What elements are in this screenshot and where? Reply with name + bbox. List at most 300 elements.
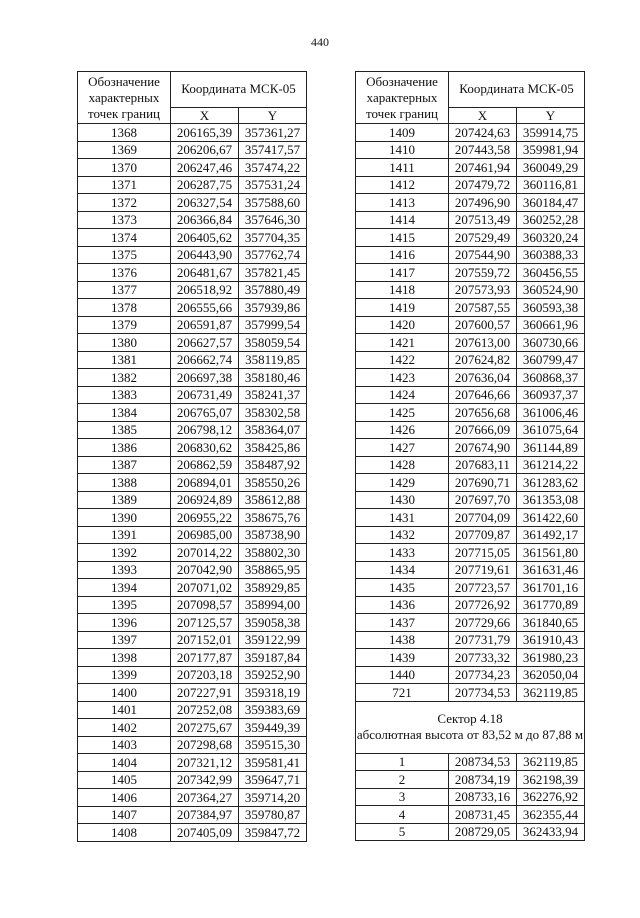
x-cell: 207729,66 (449, 614, 517, 632)
y-cell: 358865,95 (239, 561, 307, 579)
x-cell: 207646,66 (449, 386, 517, 404)
table-row (356, 474, 585, 492)
y-cell: 359252,90 (239, 666, 307, 684)
x-cell: 206327,54 (171, 194, 239, 212)
x-cell: 207573,93 (449, 281, 517, 299)
y-cell: 357361,27 (239, 124, 307, 142)
point-id-cell: 1434 (356, 561, 449, 579)
point-id-cell: 721 (356, 684, 449, 702)
sector-header-row (356, 701, 585, 753)
x-cell: 207496,90 (449, 194, 517, 212)
table-row (356, 753, 585, 771)
table-row (78, 404, 307, 422)
y-cell: 358738,90 (239, 526, 307, 544)
point-id-cell: 1393 (78, 561, 171, 579)
table-row (78, 211, 307, 229)
table-row (78, 509, 307, 527)
x-cell: 207734,53 (449, 684, 517, 702)
y-cell: 358364,07 (239, 421, 307, 439)
table-row (78, 421, 307, 439)
point-id-cell: 1439 (356, 649, 449, 667)
x-cell: 207719,61 (449, 561, 517, 579)
x-cell: 206955,22 (171, 509, 239, 527)
y-cell: 358994,00 (239, 596, 307, 614)
y-cell: 359714,20 (239, 789, 307, 807)
y-cell: 360252,28 (517, 211, 585, 229)
point-id-cell: 1424 (356, 386, 449, 404)
x-cell: 208729,05 (449, 823, 517, 841)
table-row (356, 176, 585, 194)
point-id-cell: 3 (356, 788, 449, 806)
table-row (78, 631, 307, 649)
y-cell: 357588,60 (239, 194, 307, 212)
point-id-cell: 1440 (356, 666, 449, 684)
table-row (356, 491, 585, 509)
y-cell: 361770,89 (517, 596, 585, 614)
x-cell: 206627,57 (171, 334, 239, 352)
table-row (78, 246, 307, 264)
y-cell: 357417,57 (239, 141, 307, 159)
point-id-cell: 1436 (356, 596, 449, 614)
point-id-cell: 1422 (356, 351, 449, 369)
y-cell: 359847,72 (239, 824, 307, 842)
x-cell: 207709,87 (449, 526, 517, 544)
y-cell: 360799,47 (517, 351, 585, 369)
point-id-cell: 1417 (356, 264, 449, 282)
point-id-cell: 1411 (356, 159, 449, 177)
sector-caption (356, 701, 585, 753)
x-cell: 207152,01 (171, 631, 239, 649)
table-row (78, 474, 307, 492)
table-row (78, 281, 307, 299)
table-row (78, 299, 307, 317)
point-id-cell: 1419 (356, 299, 449, 317)
y-cell: 359647,71 (239, 771, 307, 789)
y-cell: 359515,30 (239, 736, 307, 754)
y-cell: 361840,65 (517, 614, 585, 632)
table-row (356, 684, 585, 702)
table-row (78, 579, 307, 597)
point-id-cell: 1392 (78, 544, 171, 562)
point-id-cell: 2 (356, 771, 449, 789)
point-id-cell: 1381 (78, 351, 171, 369)
point-id-cell: 1433 (356, 544, 449, 562)
y-cell: 359581,41 (239, 754, 307, 772)
x-cell: 207125,57 (171, 614, 239, 632)
y-cell: 362119,85 (517, 684, 585, 702)
y-cell: 361075,64 (517, 421, 585, 439)
y-cell: 359914,75 (517, 124, 585, 142)
table-row (78, 456, 307, 474)
point-id-cell: 1413 (356, 194, 449, 212)
point-id-cell: 1389 (78, 491, 171, 509)
point-id-cell: 1418 (356, 281, 449, 299)
page-number: 440 (311, 35, 329, 49)
point-id-cell: 1387 (78, 456, 171, 474)
point-id-cell: 1368 (78, 124, 171, 142)
table-row (356, 788, 585, 806)
x-cell: 207098,57 (171, 596, 239, 614)
y-cell: 360388,33 (517, 246, 585, 264)
table-row (356, 823, 585, 841)
point-id-cell: 1402 (78, 719, 171, 737)
x-cell: 207704,09 (449, 509, 517, 527)
x-cell: 207697,70 (449, 491, 517, 509)
table-row (356, 386, 585, 404)
point-id-cell: 1390 (78, 509, 171, 527)
x-cell: 207405,09 (171, 824, 239, 842)
x-cell: 207690,71 (449, 474, 517, 492)
point-id-cell: 1404 (78, 754, 171, 772)
table-row (78, 684, 307, 702)
table-row (356, 299, 585, 317)
y-cell: 361561,80 (517, 544, 585, 562)
y-cell: 357531,24 (239, 176, 307, 194)
point-id-cell: 1375 (78, 246, 171, 264)
x-cell: 207298,68 (171, 736, 239, 754)
x-cell: 207177,87 (171, 649, 239, 667)
y-cell: 360593,38 (517, 299, 585, 317)
y-cell: 359383,69 (239, 701, 307, 719)
table-row (356, 316, 585, 334)
y-cell: 358425,86 (239, 439, 307, 457)
point-id-cell: 1395 (78, 596, 171, 614)
point-id-cell: 1391 (78, 526, 171, 544)
y-cell: 360937,37 (517, 386, 585, 404)
point-id-cell: 1394 (78, 579, 171, 597)
point-id-cell: 1414 (356, 211, 449, 229)
table-row (356, 649, 585, 667)
x-cell: 206443,90 (171, 246, 239, 264)
table-row (78, 351, 307, 369)
y-cell: 358802,30 (239, 544, 307, 562)
table-row (356, 806, 585, 824)
table-row (78, 334, 307, 352)
x-cell: 207424,63 (449, 124, 517, 142)
header-y: Y (517, 107, 585, 123)
x-cell: 206765,07 (171, 404, 239, 422)
header-point-label: Обозначение характерных точек границ (78, 72, 171, 124)
point-id-cell: 1386 (78, 439, 171, 457)
y-cell: 357704,35 (239, 229, 307, 247)
y-cell: 362198,39 (517, 771, 585, 789)
point-id-cell: 1372 (78, 194, 171, 212)
x-cell: 206662,74 (171, 351, 239, 369)
x-cell: 207342,99 (171, 771, 239, 789)
sector-altitude: абсолютная высота от 83,52 м до 87,88 м (356, 727, 584, 742)
x-cell: 207734,23 (449, 666, 517, 684)
y-cell: 361283,62 (517, 474, 585, 492)
y-cell: 357880,49 (239, 281, 307, 299)
table-body-left (78, 124, 307, 842)
table-row (356, 351, 585, 369)
x-cell: 207666,09 (449, 421, 517, 439)
x-cell: 207071,02 (171, 579, 239, 597)
y-cell: 357939,86 (239, 299, 307, 317)
table-row (78, 369, 307, 387)
y-cell: 360868,37 (517, 369, 585, 387)
table-row (356, 771, 585, 789)
point-id-cell: 1435 (356, 579, 449, 597)
y-cell: 358612,88 (239, 491, 307, 509)
coordinates-table-left (77, 71, 307, 842)
x-cell: 207479,72 (449, 176, 517, 194)
point-id-cell: 1401 (78, 701, 171, 719)
x-cell: 207227,91 (171, 684, 239, 702)
x-cell: 206862,59 (171, 456, 239, 474)
y-cell: 360049,29 (517, 159, 585, 177)
sector-table-body (356, 753, 585, 841)
x-cell: 207014,22 (171, 544, 239, 562)
x-cell: 206518,92 (171, 281, 239, 299)
point-id-cell: 1425 (356, 404, 449, 422)
y-cell: 357646,30 (239, 211, 307, 229)
point-id-cell: 1409 (356, 124, 449, 142)
table-row (356, 526, 585, 544)
table-row (78, 806, 307, 824)
table-row (78, 141, 307, 159)
point-id-cell: 1431 (356, 509, 449, 527)
point-id-cell: 1370 (78, 159, 171, 177)
x-cell: 208731,45 (449, 806, 517, 824)
y-cell: 361980,23 (517, 649, 585, 667)
x-cell: 207733,32 (449, 649, 517, 667)
x-cell: 207544,90 (449, 246, 517, 264)
y-cell: 359449,39 (239, 719, 307, 737)
y-cell: 359122,99 (239, 631, 307, 649)
x-cell: 206247,46 (171, 159, 239, 177)
point-id-cell: 5 (356, 823, 449, 841)
y-cell: 362433,94 (517, 823, 585, 841)
y-cell: 358550,26 (239, 474, 307, 492)
y-cell: 361701,16 (517, 579, 585, 597)
point-id-cell: 1429 (356, 474, 449, 492)
table-row (356, 614, 585, 632)
table-row (78, 159, 307, 177)
x-cell: 206206,67 (171, 141, 239, 159)
point-id-cell: 1376 (78, 264, 171, 282)
x-cell: 207683,11 (449, 456, 517, 474)
y-cell: 360661,96 (517, 316, 585, 334)
x-cell: 207321,12 (171, 754, 239, 772)
y-cell: 359981,94 (517, 141, 585, 159)
header-x: X (171, 107, 239, 123)
table-row (78, 666, 307, 684)
x-cell: 207203,18 (171, 666, 239, 684)
table-row (78, 824, 307, 842)
point-id-cell: 1400 (78, 684, 171, 702)
y-cell: 358675,76 (239, 509, 307, 527)
table-row (356, 211, 585, 229)
y-cell: 361214,22 (517, 456, 585, 474)
point-id-cell: 1374 (78, 229, 171, 247)
x-cell: 207529,49 (449, 229, 517, 247)
header-x: X (449, 107, 517, 123)
table-row (356, 264, 585, 282)
table-row (356, 404, 585, 422)
point-id-cell: 1371 (78, 176, 171, 194)
table-row (78, 491, 307, 509)
point-id-cell: 1407 (78, 806, 171, 824)
table-row (78, 439, 307, 457)
point-id-cell: 1403 (78, 736, 171, 754)
y-cell: 359318,19 (239, 684, 307, 702)
x-cell: 206798,12 (171, 421, 239, 439)
x-cell: 207461,94 (449, 159, 517, 177)
table-row (356, 631, 585, 649)
point-id-cell: 1388 (78, 474, 171, 492)
y-cell: 360524,90 (517, 281, 585, 299)
table-row (78, 754, 307, 772)
point-id-cell: 1405 (78, 771, 171, 789)
y-cell: 358241,37 (239, 386, 307, 404)
header-point-label: Обозначение характерных точек границ (356, 72, 449, 124)
table-row (78, 719, 307, 737)
x-cell: 206894,01 (171, 474, 239, 492)
table-row (78, 264, 307, 282)
y-cell: 361492,17 (517, 526, 585, 544)
y-cell: 358929,85 (239, 579, 307, 597)
x-cell: 208734,53 (449, 753, 517, 771)
table-row (78, 789, 307, 807)
x-cell: 207443,58 (449, 141, 517, 159)
x-cell: 207715,05 (449, 544, 517, 562)
point-id-cell: 1380 (78, 334, 171, 352)
table-row (78, 526, 307, 544)
point-id-cell: 1427 (356, 439, 449, 457)
y-cell: 361422,60 (517, 509, 585, 527)
table-row (356, 544, 585, 562)
x-cell: 207513,49 (449, 211, 517, 229)
table-body-right (356, 124, 585, 702)
point-id-cell: 1399 (78, 666, 171, 684)
x-cell: 207600,57 (449, 316, 517, 334)
point-id-cell: 1415 (356, 229, 449, 247)
table-row (356, 561, 585, 579)
point-id-cell: 1420 (356, 316, 449, 334)
y-cell: 361006,46 (517, 404, 585, 422)
x-cell: 206366,84 (171, 211, 239, 229)
x-cell: 207042,90 (171, 561, 239, 579)
y-cell: 360116,81 (517, 176, 585, 194)
table-row (78, 649, 307, 667)
point-id-cell: 1406 (78, 789, 171, 807)
y-cell: 361910,43 (517, 631, 585, 649)
point-id-cell: 4 (356, 806, 449, 824)
table-row (356, 421, 585, 439)
y-cell: 358119,85 (239, 351, 307, 369)
table-row (78, 229, 307, 247)
point-id-cell: 1438 (356, 631, 449, 649)
point-id-cell: 1432 (356, 526, 449, 544)
table-row (78, 386, 307, 404)
x-cell: 206731,49 (171, 386, 239, 404)
x-cell: 207674,90 (449, 439, 517, 457)
table-row (78, 771, 307, 789)
point-id-cell: 1437 (356, 614, 449, 632)
point-id-cell: 1384 (78, 404, 171, 422)
point-id-cell: 1421 (356, 334, 449, 352)
y-cell: 360320,24 (517, 229, 585, 247)
y-cell: 358180,46 (239, 369, 307, 387)
y-cell: 362050,04 (517, 666, 585, 684)
point-id-cell: 1369 (78, 141, 171, 159)
sector-title: Сектор 4.18 (437, 711, 503, 726)
x-cell: 206985,00 (171, 526, 239, 544)
x-cell: 206591,87 (171, 316, 239, 334)
header-coordinate: Координата МСК-05 (171, 72, 307, 108)
y-cell: 361631,46 (517, 561, 585, 579)
table-row (78, 701, 307, 719)
y-cell: 359058,38 (239, 614, 307, 632)
x-cell: 206481,67 (171, 264, 239, 282)
point-id-cell: 1408 (78, 824, 171, 842)
y-cell: 361353,08 (517, 491, 585, 509)
header-coordinate: Координата МСК-05 (449, 72, 585, 108)
y-cell: 357999,54 (239, 316, 307, 334)
header-y: Y (239, 107, 307, 123)
x-cell: 207731,79 (449, 631, 517, 649)
table-row (356, 579, 585, 597)
x-cell: 207723,57 (449, 579, 517, 597)
point-id-cell: 1378 (78, 299, 171, 317)
x-cell: 207559,72 (449, 264, 517, 282)
x-cell: 207364,27 (171, 789, 239, 807)
x-cell: 207587,55 (449, 299, 517, 317)
x-cell: 206830,62 (171, 439, 239, 457)
y-cell: 358059,54 (239, 334, 307, 352)
table-row (356, 246, 585, 264)
point-id-cell: 1416 (356, 246, 449, 264)
y-cell: 360456,55 (517, 264, 585, 282)
y-cell: 361144,89 (517, 439, 585, 457)
table-row (78, 544, 307, 562)
table-row (356, 369, 585, 387)
x-cell: 207384,97 (171, 806, 239, 824)
table-row (356, 159, 585, 177)
y-cell: 357821,45 (239, 264, 307, 282)
table-row (78, 124, 307, 142)
table-row (78, 596, 307, 614)
table-row (356, 666, 585, 684)
point-id-cell: 1396 (78, 614, 171, 632)
x-cell: 207656,68 (449, 404, 517, 422)
x-cell: 207624,82 (449, 351, 517, 369)
point-id-cell: 1 (356, 753, 449, 771)
y-cell: 359780,87 (239, 806, 307, 824)
point-id-cell: 1428 (356, 456, 449, 474)
x-cell: 207726,92 (449, 596, 517, 614)
table-row (78, 194, 307, 212)
y-cell: 362355,44 (517, 806, 585, 824)
table-row (78, 614, 307, 632)
table-row (78, 736, 307, 754)
table-row (356, 229, 585, 247)
point-id-cell: 1398 (78, 649, 171, 667)
point-id-cell: 1426 (356, 421, 449, 439)
sector-block (356, 701, 585, 753)
x-cell: 206165,39 (171, 124, 239, 142)
table-row (78, 316, 307, 334)
x-cell: 206287,75 (171, 176, 239, 194)
table-row (78, 561, 307, 579)
point-id-cell: 1412 (356, 176, 449, 194)
table-row (78, 176, 307, 194)
table-row (356, 509, 585, 527)
point-id-cell: 1410 (356, 141, 449, 159)
point-id-cell: 1397 (78, 631, 171, 649)
y-cell: 360730,66 (517, 334, 585, 352)
